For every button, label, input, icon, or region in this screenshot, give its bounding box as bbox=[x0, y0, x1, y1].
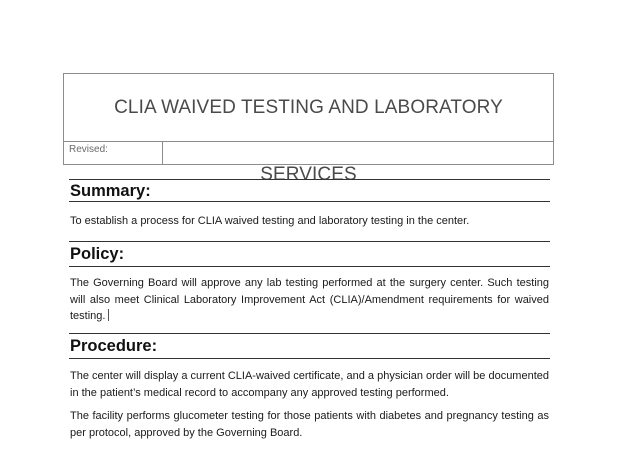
text-cursor bbox=[108, 309, 109, 321]
policy-paragraph: The Governing Board will approve any lab testing performed at the surgery center. Such testing will also meet Clinical Laboratory Improvement Act (CLIA)/Amendment requirements for waived testing. bbox=[70, 277, 549, 322]
document-title: CLIA WAIVED TESTING AND LABORATORY SERVICES bbox=[114, 97, 503, 185]
summary-heading: Summary: bbox=[69, 179, 550, 202]
procedure-paragraph: The facility performs glucometer testing for those patients with diabetes and pregnancy testing as per protocol, approved by the Governing Board. bbox=[70, 410, 549, 439]
policy-paragraph-container bbox=[70, 275, 549, 325]
procedure-paragraph: The center will display a current CLIA-waived certificate, and a physician order will be documented in the patient’s medical record to accompany any approved testing performed. bbox=[70, 370, 549, 399]
revised-label: Revised: bbox=[69, 144, 108, 155]
revised-row bbox=[64, 141, 553, 164]
policy-heading: Policy: bbox=[69, 241, 550, 267]
document-header-box bbox=[63, 73, 554, 185]
summary-paragraph: To establish a process for CLIA waived testing and laboratory testing in the center. bbox=[70, 215, 470, 227]
revised-divider bbox=[162, 142, 163, 164]
procedure-heading: Procedure: bbox=[69, 333, 550, 359]
